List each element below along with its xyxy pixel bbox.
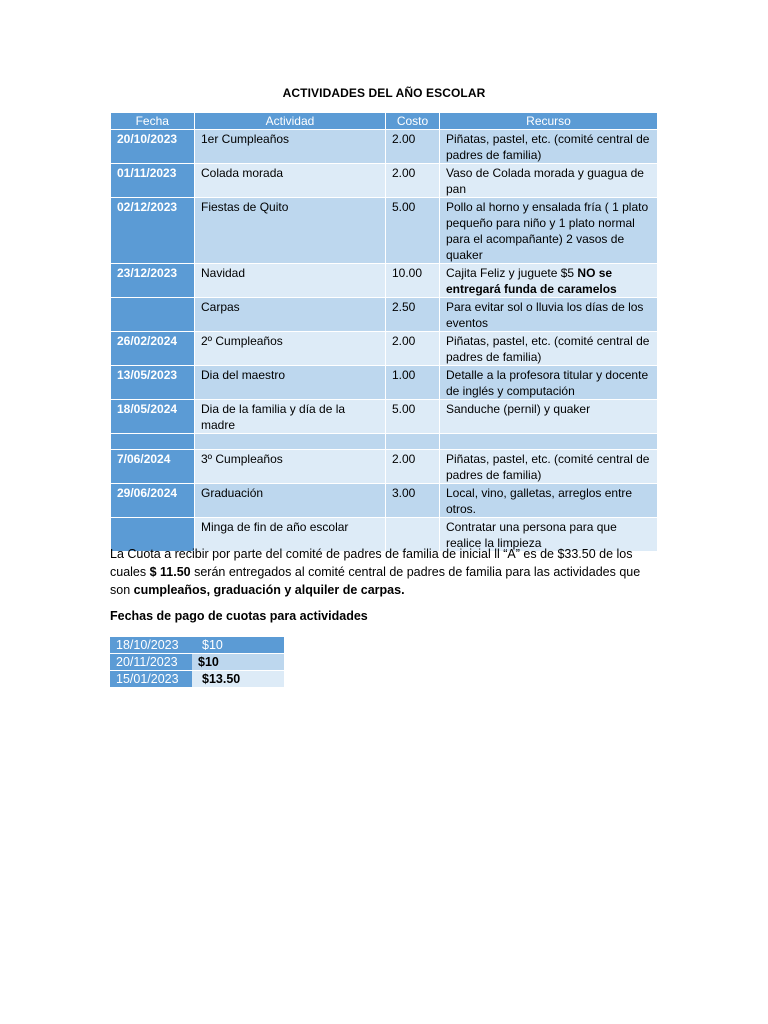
row-date: 01/11/2023 [111,164,195,198]
header-cost: Costo [386,113,440,130]
row-resource: Vaso de Colada morada y guagua de pan [440,164,658,198]
table-row-empty [111,434,658,450]
header-activity: Actividad [195,113,386,130]
table-row [111,366,658,400]
row-activity: 1er Cumpleaños [195,130,386,164]
payment-amount: $10 [192,637,284,654]
row-resource: Sanduche (pernil) y quaker [440,400,658,434]
row-date: 29/06/2024 [111,484,195,518]
table-row [111,130,658,164]
row-resource: Detalle a la profesora titular y docente de inglés y computación [440,366,658,400]
row-cost: 5.00 [386,400,440,434]
resource-bold-text: NO se entregará funda de caramelos [446,266,617,296]
row-date: 7/06/2024 [111,450,195,484]
header-date: Fecha [111,113,195,130]
row-date: 13/05/2023 [111,366,195,400]
row-date: 23/12/2023 [111,264,195,298]
row-resource: Piñatas, pastel, etc. (comité central de padres de familia) [440,450,658,484]
table-row [111,264,658,298]
row-date: 18/05/2024 [111,400,195,434]
row-resource: Pollo al horno y ensalada fría ( 1 plato pequeño para niño y 1 plato normal para el acompañante) 2 vasos de quaker [440,198,658,264]
activities-table [110,113,658,552]
row-cost: 5.00 [386,198,440,264]
row-activity: Fiestas de Quito [195,198,386,264]
table-row [111,164,658,198]
quota-activities: cumpleaños, graduación y alquiler de carpas. [133,583,405,597]
table-row [111,400,658,434]
table-header-row [111,113,658,130]
row-activity: Navidad [195,264,386,298]
row-activity: Graduación [195,484,386,518]
table-row [111,484,658,518]
row-resource: Contratar una persona para que realice la limpieza [440,518,658,552]
row-activity: Carpas [195,298,386,332]
payment-row [110,637,284,654]
quota-text-1: La Cuota a recibir por parte del comité de padres de familia de inicial ll “A” es de $33.50 de los cuales [110,547,633,579]
row-cost: 1.00 [386,366,440,400]
row-activity: 2º Cumpleaños [195,332,386,366]
quota-paragraph [110,545,662,599]
row-activity: Minga de fin de año escolar [195,518,386,552]
row-cost: 10.00 [386,264,440,298]
row-activity: Dia de la familia y día de la madre [195,400,386,434]
row-activity: 3º Cumpleaños [195,450,386,484]
row-date: 02/12/2023 [111,198,195,264]
table-row [111,450,658,484]
row-date [111,298,195,332]
row-date [111,434,195,450]
row-cost: 2.00 [386,130,440,164]
payment-date: 15/01/2023 [110,671,192,688]
row-cost [386,434,440,450]
resource-text: Cajita Feliz y juguete $5 [446,266,578,280]
row-activity [195,434,386,450]
quota-text-2: serán entregados al comité central de padres de familia para las actividades que son [110,565,641,597]
row-resource [440,264,658,298]
payment-amount: $10 [192,654,284,671]
row-resource [440,434,658,450]
payment-row [110,671,284,688]
row-cost: 2.00 [386,164,440,198]
header-resource: Recurso [440,113,658,130]
quota-amount: $ 11.50 [149,565,191,579]
row-date: 26/02/2024 [111,332,195,366]
row-date: 20/10/2023 [111,130,195,164]
row-resource: Local, vino, galletas, arreglos entre otros. [440,484,658,518]
row-resource: Piñatas, pastel, etc. (comité central de padres de familia) [440,130,658,164]
row-resource: Piñatas, pastel, etc. (comité central de padres de familia) [440,332,658,366]
row-activity: Dia del maestro [195,366,386,400]
table-row [111,332,658,366]
row-activity: Colada morada [195,164,386,198]
page-title: ACTIVIDADES DEL AÑO ESCOLAR [282,86,486,100]
row-cost: 2.00 [386,332,440,366]
payment-date: 20/11/2023 [110,654,192,671]
payments-title: Fechas de pago de cuotas para actividades [110,609,368,623]
table-row [111,198,658,264]
payments-table [110,637,284,688]
row-cost: 2.50 [386,298,440,332]
payment-amount: $13.50 [192,671,284,688]
payment-date: 18/10/2023 [110,637,192,654]
row-cost: 2.00 [386,450,440,484]
row-cost: 3.00 [386,484,440,518]
payment-row [110,654,284,671]
row-resource: Para evitar sol o lluvia los días de los eventos [440,298,658,332]
table-row [111,298,658,332]
